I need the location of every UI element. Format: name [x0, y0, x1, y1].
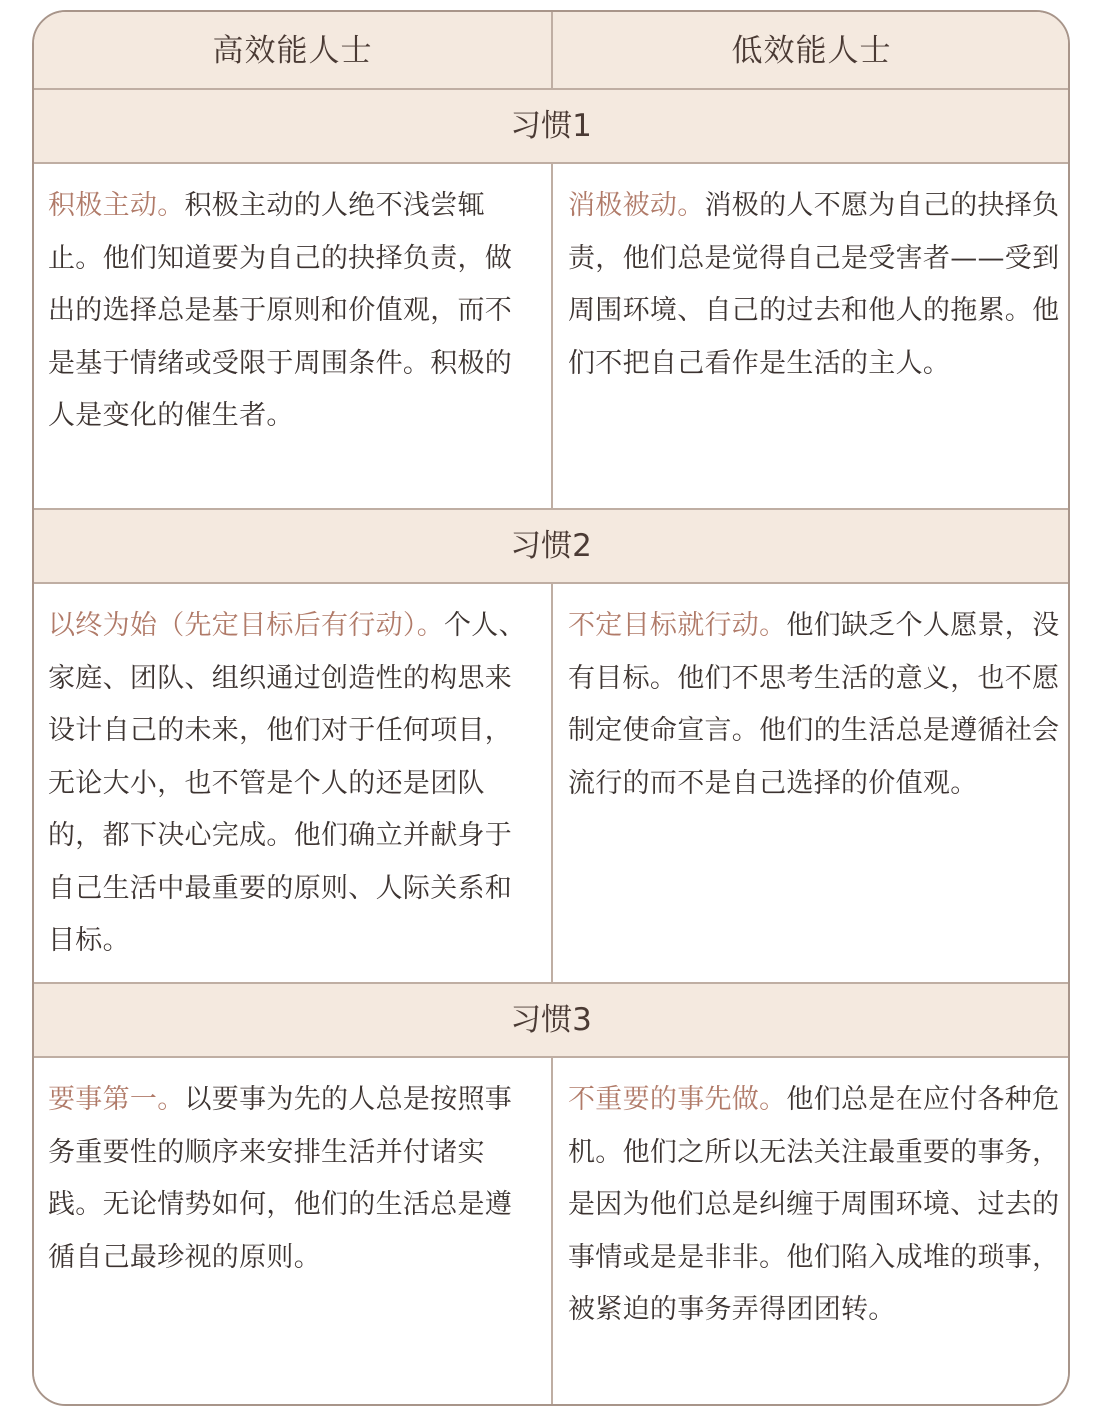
habit-title-row [34, 508, 1068, 584]
habit-title: 习惯3 [510, 1002, 592, 1038]
effective-lead: 以终为始（先定目标后有行动）。 [48, 610, 444, 641]
habit-content-row [34, 164, 1068, 509]
habit-title: 习惯1 [510, 108, 592, 144]
ineffective-description [568, 584, 1062, 810]
table-header [34, 12, 1068, 90]
habit-title: 习惯2 [510, 528, 592, 564]
column-divider [551, 164, 553, 509]
ineffective-description [568, 164, 1062, 390]
habit-content-row [34, 1058, 1068, 1406]
ineffective-text: 消极的人不愿为自己的抉择负责，他们总是觉得自己是受害者——受到周围环境、自己的过去和他人的拖累。他们不把自己看作是生活的主人。 [568, 190, 1060, 379]
ineffective-text: 他们缺乏个人愿景，没有目标。他们不思考生活的意义，也不愿制定使命宣言。他们的生活总是遵循社会流行的而不是自己选择的价值观。 [568, 610, 1060, 799]
effective-lead: 要事第一。 [48, 1084, 185, 1115]
ineffective-lead: 不重要的事先做。 [568, 1084, 787, 1115]
column-divider [551, 1058, 553, 1406]
effective-text: 个人、家庭、团队、组织通过创造性的构思来设计自己的未来，他们对于任何项目，无论大小，也不管是个人的还是团队的，都下决心完成。他们确立并献身于自己生活中最重要的原则、人际关系和目标。 [48, 610, 526, 956]
habit-title-row [34, 982, 1068, 1058]
ineffective-text: 他们总是在应付各种危机。他们之所以无法关注最重要的事务，是因为他们总是纠缠于周围环境、过去的事情或是是非非。他们陷入成堆的琐事，被紧迫的事务弄得团团转。 [568, 1084, 1060, 1325]
ineffective-description [568, 1058, 1062, 1337]
effective-text: 积极主动的人绝不浅尝辄止。他们知道要为自己的抉择负责，做出的选择总是基于原则和价值观，而不是基于情绪或受限于周围条件。积极的人是变化的催生者。 [48, 190, 513, 431]
habit-content-row [34, 584, 1068, 982]
header-effective: 高效能人士 [212, 33, 373, 69]
column-divider [551, 584, 553, 982]
habit-title-row [34, 88, 1068, 164]
habits-comparison-table [32, 10, 1070, 1406]
effective-description [48, 584, 538, 968]
header-ineffective: 低效能人士 [731, 33, 892, 69]
effective-text: 以要事为先的人总是按照事务重要性的顺序来安排生活并付诸实践。无论情势如何，他们的生活总是遵循自己最珍视的原则。 [48, 1084, 513, 1273]
effective-lead: 积极主动。 [48, 190, 185, 221]
effective-description [48, 164, 538, 443]
ineffective-lead: 不定目标就行动。 [568, 610, 787, 641]
effective-description [48, 1058, 538, 1284]
ineffective-lead: 消极被动。 [568, 190, 705, 221]
column-divider [551, 12, 553, 90]
